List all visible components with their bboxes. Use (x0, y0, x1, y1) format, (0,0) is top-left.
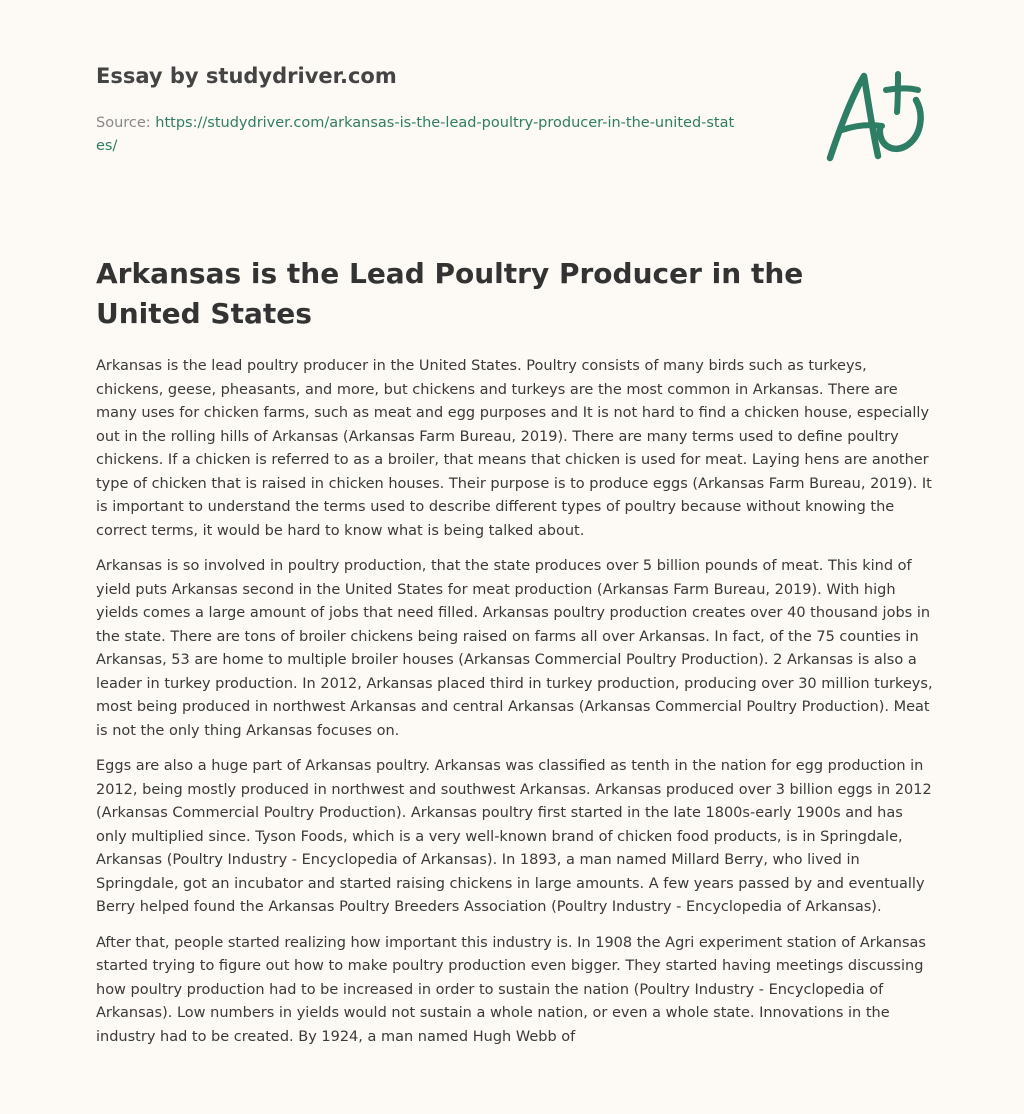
site-title: Essay by studydriver.com (96, 64, 397, 88)
source-line (96, 112, 736, 158)
source-link[interactable]: https://studydriver.com/arkansas-is-the-lead-poultry-producer-in-the-united-states/ (96, 115, 735, 154)
source-label: Source: (96, 115, 151, 131)
a-plus-logo-icon (818, 66, 930, 166)
logo-plus-horizontal (886, 89, 918, 91)
essay-paragraph: Arkansas is the lead poultry producer in the United States. Poultry consists of many birds such as turkeys, chickens, geese, pheasants, and more, but chickens and turkeys are the most common in Arkansas. There are many uses for chicken farms, such as meat and egg purposes and It is not hard to find a chicken house, especially out in the rolling hills of Arkansas (Arkansas Farm Bureau, 2019). There are many terms used to define poultry chickens. If a chicken is referred to as a broiler, that means that chicken is used for meat. Laying hens are another type of chicken that is raised in chicken houses. Their purpose is to produce eggs (Arkansas Farm Bureau, 2019). It is important to understand the terms used to describe different types of poultry because without knowing the correct terms, it would be hard to know what is being talked about. (96, 358, 932, 539)
essay-paragraph: Arkansas is so involved in poultry production, that the state produces over 5 billion pounds of meat. This kind of yield puts Arkansas second in the United States for meat production (Arkansas Farm Bureau, 2019). With high yields comes a large amount of jobs that need filled. Arkansas poultry production creates over 40 thousand jobs in the state. There are tons of broiler chickens being raised on farms all over Arkansas. In fact, of the 75 counties in Arkansas, 53 are home to multiple broiler houses (Arkansas Commercial Poultry Production). 2 Arkansas is also a leader in turkey production. In 2012, Arkansas placed third in turkey production, producing over 30 million turkeys, most being produced in northwest Arkansas and central Arkansas (Arkansas Commercial Poultry Production). Meat is not the only thing Arkansas focuses on. (96, 558, 933, 739)
logo-plus-vertical (897, 74, 898, 112)
essay-paragraph: Eggs are also a huge part of Arkansas poultry. Arkansas was classified as tenth in the nation for egg production in 2012, being mostly produced in northwest and southwest Arkansas. Arkansas produced over 3 billion eggs in 2012 (Arkansas Commercial Poultry Production). Arkansas poultry first started in the late 1800s-early 1900s and has only multiplied since. Tyson Foods, which is a very well-known brand of chicken food products, is in Springdale, Arkansas (Poultry Industry - Encyclopedia of Arkansas). In 1893, a man named Millard Berry, who lived in Springdale, got an incubator and started raising chickens in large amounts. A few years passed by and eventually Berry helped found the Arkansas Poultry Breeders Association (Poultry Industry - Encyclopedia of Arkansas). (96, 758, 932, 915)
essay-paragraph: After that, people started realizing how important this industry is. In 1908 the Agri experiment station of Arkansas started trying to figure out how to make poultry production even bigger. They started having meetings discussing how poultry production had to be increased in order to sustain the nation (Poultry Industry - Encyclopedia of Arkansas). Low numbers in yields would not sustain a whole nation, or even a whole state. Innovations in the industry had to be created. By 1924, a man named Hugh Webb of (96, 934, 926, 1045)
essay-body (96, 355, 938, 1061)
logo-letter-a-stroke (830, 76, 878, 158)
essay-title: Arkansas is the Lead Poultry Producer in the United States (96, 257, 804, 330)
